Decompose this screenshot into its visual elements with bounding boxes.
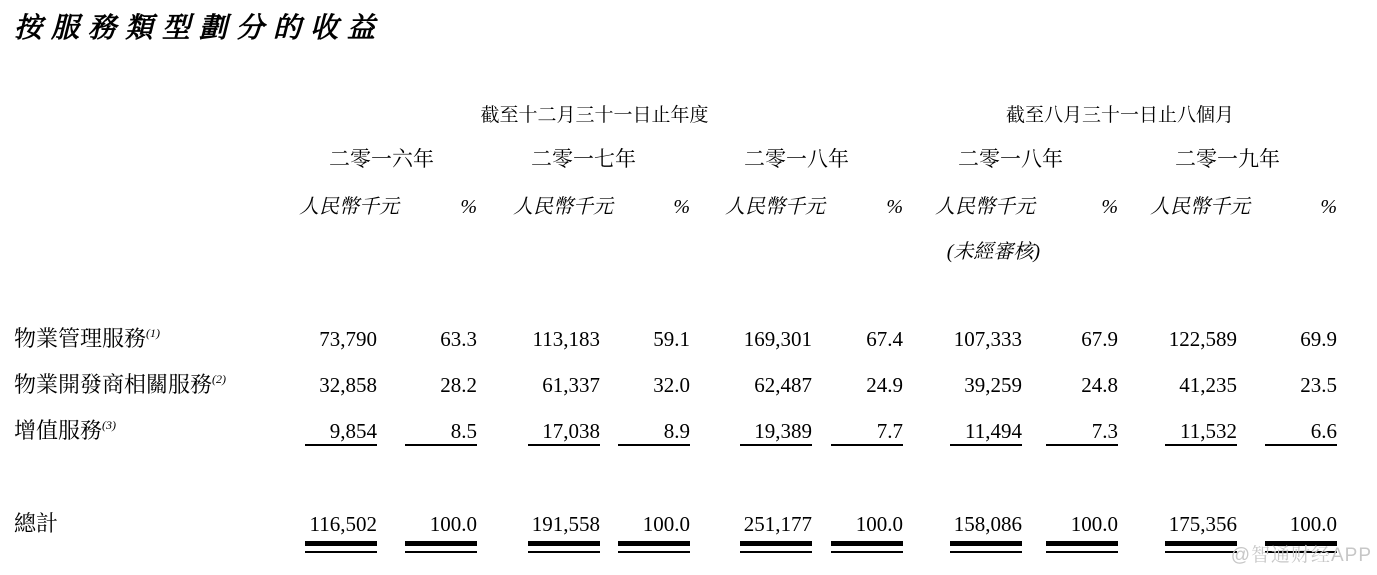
value-cell: 69.9: [1300, 326, 1338, 351]
double-rule: [377, 535, 477, 553]
period-group-header-row: [14, 62, 1337, 126]
value-cell: 17,038: [542, 418, 600, 443]
total-value-cell: 100.0: [1289, 511, 1338, 536]
year-header-2018: 二零一八年: [744, 146, 849, 171]
unit-header-rmb: 人民幣千元: [725, 196, 825, 218]
total-value-cell: 100.0: [429, 511, 477, 536]
value-cell: 9,854: [329, 418, 377, 443]
watermark: @智通财经APP: [1230, 545, 1372, 566]
table-row-property-management-services: [14, 304, 1337, 350]
total-value-cell: 251,177: [743, 511, 812, 536]
year-header-2019-8m: 二零一九年: [1175, 146, 1281, 171]
value-cell: 67.9: [1081, 326, 1119, 351]
double-rule: [477, 535, 600, 553]
double-rule: [1022, 535, 1118, 553]
unit-header-percent: %: [1320, 196, 1338, 218]
page-title: 按服務類型劃分的收益: [14, 13, 385, 44]
value-cell: 28.2: [440, 372, 477, 397]
value-cell: 24.8: [1081, 372, 1119, 397]
empty-cell: [14, 170, 286, 218]
value-cell: 59.1: [653, 326, 690, 351]
unit-header-percent: %: [886, 196, 904, 218]
value-cell: 73,790: [319, 326, 377, 351]
single-rule: [600, 442, 690, 452]
single-rule: [1237, 442, 1337, 452]
total-value-cell: 100.0: [1070, 511, 1119, 536]
unit-header-rmb: 人民幣千元: [1150, 196, 1251, 218]
empty-cell: [14, 218, 903, 263]
single-rule: [1118, 442, 1237, 452]
total-value-cell: 175,356: [1168, 511, 1238, 536]
single-rule: [903, 442, 1022, 452]
footnote-reference: (2): [212, 371, 227, 386]
unit-header-percent: %: [673, 196, 690, 218]
row-label-text: 物業開發商相關服務: [14, 371, 213, 397]
empty-cell: [14, 535, 286, 553]
value-cell: 23.5: [1300, 372, 1338, 397]
empty-cell: [14, 62, 286, 126]
value-cell: 62,487: [754, 372, 812, 397]
row-label-text: 物業管理服務: [14, 325, 147, 351]
value-cell: 11,494: [965, 418, 1023, 443]
value-cell: 8.9: [663, 418, 690, 443]
total-label: 總計: [14, 510, 59, 536]
total-value-cell: 116,502: [309, 511, 377, 536]
unit-header-row: [14, 170, 1337, 218]
table-row-total: [14, 452, 1337, 535]
unaudited-note: (未經審核): [946, 241, 1041, 263]
single-rule: [1022, 442, 1118, 452]
unit-header-percent: %: [460, 196, 477, 218]
table-row-value-added-services: [14, 396, 1337, 442]
double-rule: [600, 535, 690, 553]
value-cell: 63.3: [440, 326, 477, 351]
value-cell: 32,858: [319, 372, 377, 397]
year-header-row: [14, 126, 1337, 170]
unit-header-percent: %: [1101, 196, 1119, 218]
footnote-reference: (1): [146, 325, 161, 340]
row-label: [14, 304, 286, 350]
footnote-reference: (3): [102, 417, 117, 432]
value-cell: 122,589: [1168, 326, 1238, 351]
empty-cell: [1022, 218, 1337, 263]
value-cell: 7.3: [1091, 418, 1119, 443]
value-cell: 7.7: [876, 418, 904, 443]
table-row-property-developer-related-services: [14, 350, 1337, 396]
single-rule: [477, 442, 600, 452]
value-cell: 11,532: [1180, 418, 1238, 443]
value-cell: 6.6: [1310, 418, 1338, 443]
year-header-2017: 二零一七年: [531, 146, 636, 171]
value-cell: 41,235: [1179, 372, 1238, 397]
total-value-cell: 100.0: [642, 511, 690, 536]
unit-header-rmb: 人民幣千元: [513, 196, 613, 218]
value-cell: 107,333: [953, 326, 1023, 351]
double-rule: [286, 535, 377, 553]
double-rule: [903, 535, 1022, 553]
value-cell: 8.5: [450, 418, 477, 443]
value-cell: 169,301: [743, 326, 812, 351]
value-cell: 24.9: [866, 372, 904, 397]
spacer-row: [14, 263, 1337, 304]
unit-header-rmb: 人民幣千元: [935, 196, 1036, 218]
single-rule: [377, 442, 477, 452]
group-header-eight-months-ended-aug31: 截至八月三十一日止八個月: [1006, 105, 1235, 127]
value-cell: 67.4: [866, 326, 904, 351]
unaudited-note-row: [14, 218, 1337, 263]
row-label-text: 增值服務: [14, 417, 103, 443]
revenue-by-service-type-table: [14, 62, 1337, 553]
group-header-year-ended-dec31: 截至十二月三十一日止年度: [480, 105, 709, 127]
single-rule: [812, 442, 903, 452]
value-cell: 32.0: [653, 372, 690, 397]
year-header-2018-8m: 二零一八年: [958, 146, 1064, 171]
total-value-cell: 191,558: [531, 511, 600, 536]
double-rule: [1118, 535, 1237, 553]
value-cell: 39,259: [964, 372, 1023, 397]
double-rule: [690, 535, 812, 553]
single-rule: [286, 442, 377, 452]
value-cell: 19,389: [754, 418, 812, 443]
year-header-2016: 二零一六年: [329, 146, 434, 171]
value-cell: 61,337: [542, 372, 600, 397]
value-cell: 113,183: [532, 326, 600, 351]
empty-cell: [14, 126, 286, 170]
single-rule: [690, 442, 812, 452]
total-value-cell: 100.0: [855, 511, 904, 536]
row-label: [14, 396, 286, 442]
subtotal-rule-row: [14, 442, 1337, 452]
unit-header-rmb: 人民幣千元: [299, 196, 399, 218]
row-label: [14, 350, 286, 396]
empty-cell: [14, 263, 1337, 304]
double-rule: [812, 535, 903, 553]
total-value-cell: 158,086: [953, 511, 1023, 536]
empty-cell: [14, 442, 286, 452]
total-double-rule-row: [14, 535, 1337, 553]
